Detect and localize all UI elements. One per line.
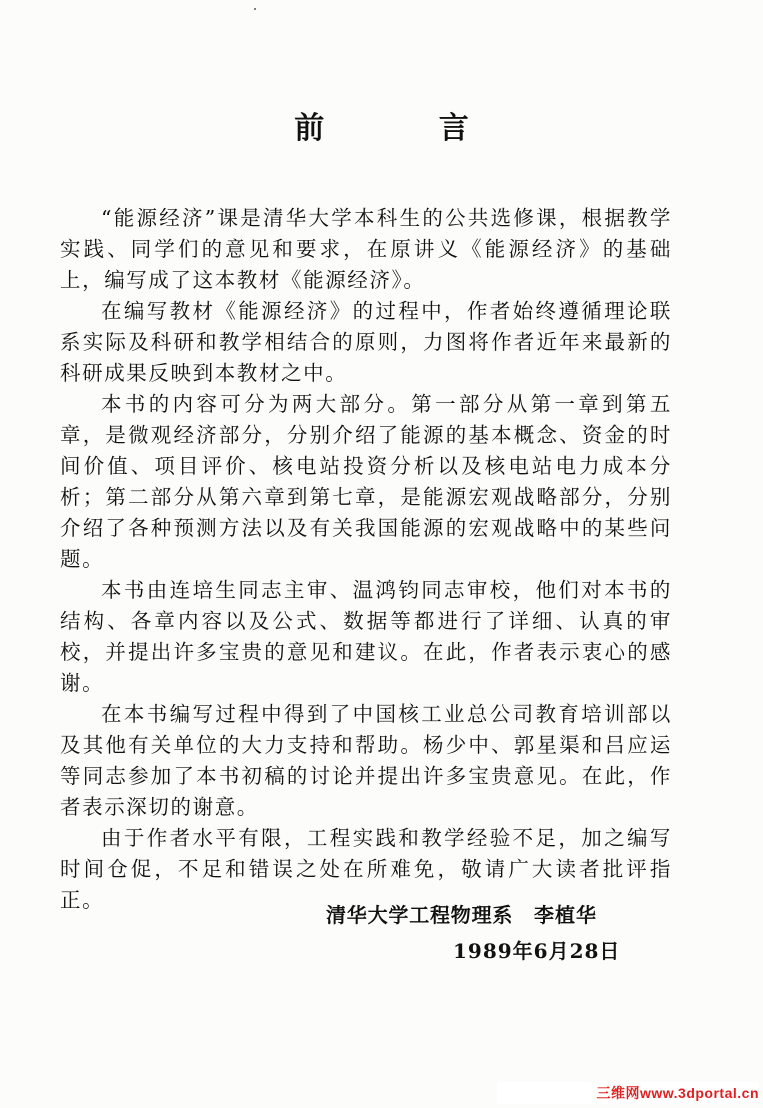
- signature-author: 李植华: [534, 903, 597, 927]
- signature-affiliation: 清华大学工程物理系: [326, 903, 514, 927]
- scan-speck: [254, 8, 256, 10]
- paragraph-5: 在本书编写过程中得到了中国核工业总公司教育培训部以及其他有关单位的大力支持和帮助。杨少中、郭星渠和吕应运等同志参加了本书初稿的讨论并提出许多宝贵意见。在此，作者表示深切的谢意。: [60, 702, 672, 819]
- paragraph-1: “能源经济”课是清华大学本科生的公共选修课，根据教学实践、同学们的意见和要求，在原讲义《能源经济》的基础上，编写成了这本教材《能源经济》。: [60, 206, 672, 292]
- paragraph-6: 由于作者水平有限，工程实践和教学经验不足，加之编写时间仓促，不足和错误之处在所难免，敬请广大读者批评指正。: [60, 826, 672, 912]
- signature-date: 1989年6月28日: [453, 939, 621, 963]
- watermark: 三维网www.3dportal.cn: [497, 1082, 759, 1104]
- page-title: 前 言: [294, 111, 521, 146]
- paragraph-3: 本书的内容可分为两大部分。第一部分从第一章到第五章，是微观经济部分，分别介绍了能源的基本概念、资金的时间价值、项目评价、核电站投资分析以及核电站电力成本分析；第二部分从第六章到第七章，是能源宏观战略部分，分别介绍了各种预测方法以及有关我国能源的宏观战略中的某些问题。: [60, 392, 672, 571]
- paragraph-2: 在编写教材《能源经济》的过程中，作者始终遵循理论联系实际及科研和教学相结合的原则，力图将作者近年来最新的科研成果反映到本教材之中。: [60, 299, 672, 385]
- preface-body: [60, 203, 672, 916]
- paragraph-4: 本书由连培生同志主审、温鸿钧同志审校，他们对本书的结构、各章内容以及公式、数据等都进行了详细、认真的审校，并提出许多宝贵的意见和建议。在此，作者表示衷心的感谢。: [60, 578, 672, 695]
